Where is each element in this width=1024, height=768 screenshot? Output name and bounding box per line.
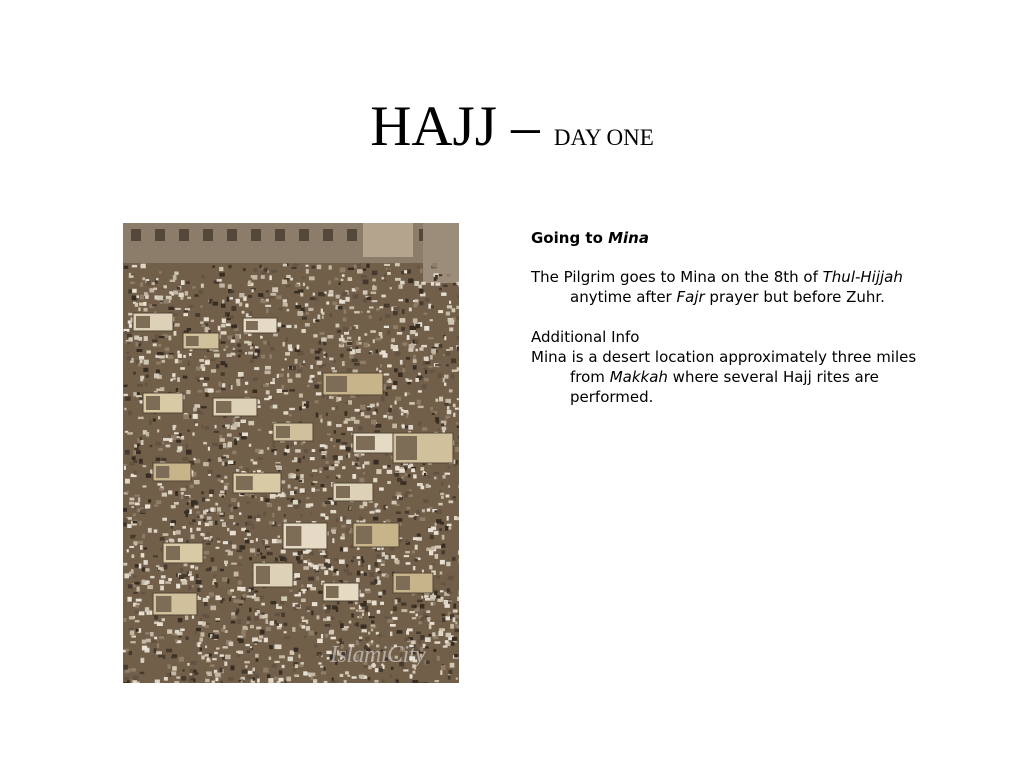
photo-watermark: IslamiCity xyxy=(330,642,425,668)
slide-body xyxy=(531,228,951,407)
subheading-additional-info: Additional Info xyxy=(531,328,640,346)
p2-city: Makkah xyxy=(609,368,668,386)
paragraph-additional-info xyxy=(531,347,951,407)
p1-prayer: Fajr xyxy=(676,288,705,306)
p1-text-2: anytime after xyxy=(570,288,677,306)
heading-place: Mina xyxy=(608,229,649,247)
p2-text-2: where several Hajj rites are performed. xyxy=(570,368,879,406)
p1-month: Thul-Hijjah xyxy=(822,268,903,286)
heading-prefix: Going to xyxy=(531,229,609,247)
p2-text-1: Mina is a desert location approximately three miles from xyxy=(531,348,917,386)
p1-text-3: prayer but before Zuhr. xyxy=(704,288,885,306)
crowd-photo xyxy=(123,223,459,683)
title-main: HAJJ – xyxy=(370,95,554,158)
slide-title xyxy=(0,95,1024,158)
section-heading xyxy=(531,228,951,248)
crowd-photo-image xyxy=(123,223,459,683)
title-sub: DAY ONE xyxy=(553,125,654,150)
paragraph-going-to-mina xyxy=(531,267,951,307)
p1-text-1: The Pilgrim goes to Mina on the 8th of xyxy=(531,268,823,286)
